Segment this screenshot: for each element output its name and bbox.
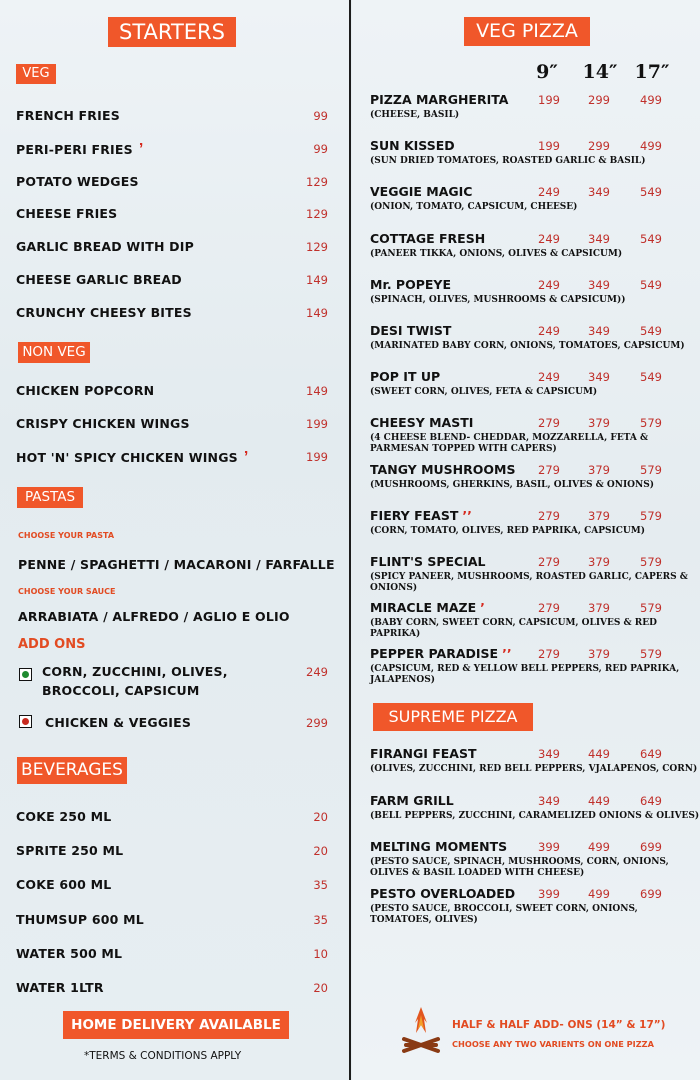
pizza-row: [352, 793, 700, 840]
pizza-name-text: FIERY FEAST: [370, 507, 459, 523]
pizza-ingredients: (PESTO SAUCE, SPINACH, MUSHROOMS, CORN, ONIONS, OLIVES & BASIL LOADED WITH CHEESE): [370, 857, 669, 878]
addons-heading: ADD ONS: [18, 637, 86, 652]
pizza-price: 279: [538, 462, 560, 477]
supreme-pizza-banner: SUPREME PIZZA: [373, 703, 533, 731]
pizza-price: 279: [538, 508, 560, 523]
menu-item-row: [0, 809, 350, 827]
pizza-price: 699: [640, 840, 662, 854]
pizza-name: [370, 646, 512, 661]
pizza-price: 349: [538, 793, 560, 808]
pizza-row: [352, 369, 700, 415]
choose-sauce-note: CHOOSE YOUR SAUCE: [18, 587, 116, 596]
half-half-subtitle: CHOOSE ANY TWO VARIENTS ON ONE PIZZA: [452, 1039, 654, 1049]
pizza-ingredients: (PANEER TIKKA, ONIONS, OLIVES & CAPSICUM): [370, 248, 623, 259]
menu-item-row: [0, 141, 350, 159]
pizza-price: 699: [640, 886, 662, 901]
pizza-ingredients: (SPINACH, OLIVES, MUSHROOMS & CAPSICUM)): [370, 294, 626, 305]
pizza-price: 449: [588, 747, 610, 761]
pizza-price: 499: [588, 886, 610, 901]
pizza-row: [352, 554, 700, 600]
item-price: 149: [306, 273, 328, 287]
pizza-ingredients: (OLIVES, ZUCCHINI, RED BELL PEPPERS, VJALAPENOS, CORN): [370, 764, 698, 774]
pizza-name: [370, 415, 473, 430]
pizza-name-text: PESTO OVERLOADED: [370, 885, 516, 901]
pizza-price: 279: [538, 555, 560, 569]
pizza-ingredients: (PESTO SAUCE, BROCCOLI, SWEET CORN, ONIONS, TOMATOES, OLIVES): [370, 903, 638, 925]
home-delivery-banner: HOME DELIVERY AVAILABLE: [63, 1011, 289, 1039]
pizza-price: 349: [538, 747, 560, 761]
pizza-price: 549: [640, 185, 662, 200]
item-price: 149: [306, 305, 328, 320]
item-price: 199: [306, 417, 328, 431]
pizza-name: [370, 793, 454, 808]
pizza-price: 579: [640, 416, 662, 431]
item-name: POTATO WEDGES: [16, 173, 139, 189]
pizza-price: 579: [640, 601, 662, 616]
pizza-price: 399: [538, 840, 560, 854]
terms-note: *TERMS & CONDITIONS APPLY: [84, 1050, 242, 1062]
pizza-price: 549: [640, 231, 662, 246]
pizza-price: 399: [538, 886, 560, 901]
pizza-ingredients: (ONION, TOMATO, CAPSICUM, CHEESE): [370, 202, 578, 213]
menu-item-row: [0, 946, 350, 964]
item-price: 35: [313, 912, 328, 927]
pizza-price: 379: [588, 601, 610, 616]
veg-symbol-icon: [19, 668, 32, 681]
item-name: SPRITE 250 ML: [16, 843, 124, 859]
nonveg-symbol-icon: [19, 715, 32, 728]
item-name: CRISPY CHICKEN WINGS: [16, 416, 190, 431]
item-name: CHEESE GARLIC BREAD: [16, 272, 182, 287]
pizza-price: 249: [538, 277, 560, 292]
pizza-name: [370, 277, 451, 292]
menu-item-row: [0, 980, 350, 998]
item-price: 99: [313, 109, 328, 123]
veg-banner: VEG: [16, 64, 56, 84]
item-name: GARLIC BREAD WITH DIP: [16, 239, 194, 255]
pizza-ingredients: (MARINATED BABY CORN, ONIONS, TOMATOES, CAPSICUM): [370, 341, 685, 351]
pizza-name: [370, 886, 515, 901]
pizza-name: [370, 508, 472, 523]
pizza-price: 199: [538, 139, 560, 154]
pizza-price: 349: [588, 324, 610, 338]
pizza-name-text: CHEESY MASTI: [370, 415, 474, 431]
pizza-price: 579: [640, 555, 662, 569]
addon-veg-line1: CORN, ZUCCHINI, OLIVES,: [42, 664, 228, 679]
pizza-row: [352, 323, 700, 369]
pastas-banner: PASTAS: [17, 487, 83, 508]
pizza-row: [352, 184, 700, 230]
pizza-price: 499: [588, 840, 610, 854]
panel-divider: [349, 0, 351, 1080]
item-price: 20: [313, 844, 328, 859]
pizza-price: 249: [538, 370, 560, 385]
pizza-row: [352, 277, 700, 323]
pizza-name-text: PEPPER PARADISE: [370, 646, 499, 662]
pizza-price: 649: [640, 747, 662, 761]
pizza-row: [352, 508, 700, 554]
pizza-name-text: FARM GRILL: [370, 792, 454, 808]
pizza-row: [352, 231, 700, 277]
menu-item-row: [0, 449, 350, 467]
menu-item-row: [0, 305, 350, 323]
right-menu-panel: [352, 0, 700, 1080]
pizza-price: 549: [640, 324, 662, 338]
pizza-price: 579: [640, 647, 662, 662]
item-price: 35: [313, 878, 328, 893]
item-price: 10: [313, 946, 328, 961]
pizza-name: [370, 462, 515, 477]
pizza-row: [352, 646, 700, 692]
pizza-name: [370, 184, 472, 199]
item-price: 129: [306, 207, 328, 222]
pizza-name-text: TANGY MUSHROOMS: [370, 461, 516, 477]
beverages-banner: BEVERAGES: [17, 757, 127, 784]
pizza-name-text: MELTING MOMENTS: [370, 839, 508, 854]
pizza-price: 379: [588, 555, 610, 569]
pizza-price: 579: [640, 508, 662, 523]
pizza-ingredients: (SPICY PANEER, MUSHROOMS, ROASTED GARLIC, CAPERS & ONIONS): [370, 572, 688, 593]
pizza-price: 499: [640, 139, 662, 154]
pizza-price: 279: [538, 647, 560, 662]
size-14-header: 14″: [582, 61, 618, 83]
menu-item-row: [0, 206, 350, 224]
menu-item-row: [0, 108, 350, 126]
pizza-name-text: Mr. POPEYE: [370, 276, 451, 292]
addon-veg-line2: BROCCOLI, CAPSICUM: [42, 683, 200, 698]
menu-item-row: [0, 272, 350, 290]
pizza-price: 379: [588, 647, 610, 662]
pizza-name: [370, 839, 507, 854]
pizza-name: [370, 92, 508, 107]
addon-veg-price: 249: [306, 665, 328, 679]
size-9-header: 9″: [536, 61, 558, 83]
pizza-row: [352, 92, 700, 138]
pizza-price: 349: [588, 185, 610, 200]
addon-nonveg: CHICKEN & VEGGIES: [45, 715, 192, 730]
pizza-row: [352, 600, 700, 646]
pizza-row: [352, 138, 700, 184]
pizza-price: 579: [640, 462, 662, 477]
fire-logo-icon: [400, 1005, 442, 1057]
pizza-price: 449: [588, 793, 610, 808]
pizza-name-text: FLINT'S SPECIAL: [370, 554, 486, 569]
item-name: HOT 'N' SPICY CHICKEN WINGS: [16, 450, 238, 465]
pizza-name-text: POP IT UP: [370, 369, 441, 385]
pizza-price: 379: [588, 508, 610, 523]
pizza-price: 379: [588, 462, 610, 477]
item-name: CHEESE FRIES: [16, 206, 118, 222]
chili-icon: ’’: [462, 507, 472, 523]
chili-icon: ’: [480, 600, 485, 616]
menu-item-row: [0, 416, 350, 434]
item-name: WATER 1LTR: [16, 980, 104, 995]
item-name: COKE 250 ML: [16, 809, 112, 824]
pizza-ingredients: (BELL PEPPERS, ZUCCHINI, CARAMELIZED ONIONS & OLIVES): [370, 810, 700, 821]
item-name: WATER 500 ML: [16, 945, 123, 961]
item-price: 129: [306, 240, 328, 255]
pizza-name-text: VEGGIE MAGIC: [370, 184, 473, 200]
chili-icon: ’: [243, 449, 249, 466]
pizza-price: 499: [640, 93, 662, 107]
item-name-wrap: [16, 141, 143, 159]
chili-icon: ’’: [502, 646, 512, 662]
starters-banner: STARTERS: [108, 17, 236, 47]
pizza-price: 249: [538, 231, 560, 246]
pizza-name-text: SUN KISSED: [370, 138, 455, 154]
pizza-ingredients: (CORN, TOMATO, OLIVES, RED PAPRIKA, CAPSICUM): [370, 525, 645, 536]
nonveg-banner: NON VEG: [18, 342, 90, 363]
veg-pizza-banner: VEG PIZZA: [464, 17, 590, 46]
pizza-name-text: MIRACLE MAZE: [370, 600, 477, 616]
pasta-options: PENNE / SPAGHETTI / MACARONI / FARFALLE: [18, 557, 335, 572]
item-price: 149: [306, 384, 328, 398]
menu-item-row: [0, 174, 350, 192]
item-name: COKE 600 ML: [16, 877, 112, 893]
pizza-price: 299: [588, 139, 610, 154]
pizza-price: 649: [640, 793, 662, 808]
item-price: 20: [313, 981, 328, 995]
pizza-name: [370, 231, 485, 246]
pizza-name-text: PIZZA MARGHERITA: [370, 92, 509, 107]
menu-item-row: [0, 239, 350, 257]
pizza-price: 279: [538, 601, 560, 616]
pizza-name-text: DESI TWIST: [370, 323, 452, 338]
pizza-price: 199: [538, 93, 560, 107]
menu-item-row: [0, 877, 350, 895]
pizza-ingredients: (MUSHROOMS, GHERKINS, BASIL, OLIVES & ONIONS): [370, 479, 654, 490]
pizza-name: [370, 746, 477, 761]
pizza-row: [352, 462, 700, 508]
item-price: 20: [313, 810, 328, 824]
pizza-price: 249: [538, 185, 560, 200]
pizza-price: 349: [588, 370, 610, 385]
pizza-price: 549: [640, 370, 662, 385]
sauce-options: ARRABIATA / ALFREDO / AGLIO E OLIO: [18, 609, 290, 624]
pizza-price: 299: [588, 93, 610, 107]
pizza-name: [370, 600, 485, 615]
pizza-ingredients: (CAPSICUM, RED & YELLOW BELL PEPPERS, RED PAPRIKA, JALAPENOS): [370, 664, 680, 686]
pizza-row: [352, 415, 700, 461]
item-price: 129: [306, 174, 328, 189]
pizza-price: 279: [538, 416, 560, 431]
pizza-price: 349: [588, 231, 610, 246]
pizza-name: [370, 369, 440, 384]
item-price: 199: [306, 450, 328, 464]
pizza-name: [370, 323, 451, 338]
menu-item-row: [0, 912, 350, 930]
pizza-ingredients: (4 CHEESE BLEND- CHEDDAR, MOZZARELLA, FETA & PARMESAN TOPPED WITH CAPERS): [370, 433, 649, 455]
pizza-name-text: FIRANGI FEAST: [370, 746, 477, 761]
pizza-price: 549: [640, 277, 662, 292]
half-half-title: HALF & HALF ADD- ONS (14” & 17”): [452, 1019, 666, 1031]
item-name: CRUNCHY CHEESY BITES: [16, 304, 192, 320]
chili-icon: ’: [138, 140, 144, 158]
pizza-ingredients: (BABY CORN, SWEET CORN, CAPSICUM, OLIVES & RED PAPRIKA): [370, 618, 657, 640]
item-name: PERI-PERI FRIES: [16, 141, 133, 157]
pizza-price: 249: [538, 324, 560, 338]
item-name-wrap: [16, 449, 248, 467]
pizza-ingredients: (CHEESE, BASIL): [370, 110, 460, 120]
pizza-row: [352, 886, 700, 933]
pizza-name: [370, 138, 455, 153]
pizza-price: 379: [588, 416, 610, 431]
pizza-ingredients: (SWEET CORN, OLIVES, FETA & CAPSICUM): [370, 387, 598, 398]
size-17-header: 17″: [634, 61, 670, 83]
addon-nonveg-price: 299: [306, 716, 328, 730]
pizza-name-text: COTTAGE FRESH: [370, 230, 486, 246]
item-name: THUMSUP 600 ML: [16, 911, 144, 927]
menu-item-row: [0, 383, 350, 401]
pizza-price: 349: [588, 277, 610, 292]
menu-item-row: [0, 843, 350, 861]
pizza-name: [370, 554, 486, 569]
pizza-row: [352, 839, 700, 886]
choose-pasta-note: CHOOSE YOUR PASTA: [18, 531, 115, 540]
item-name: CHICKEN POPCORN: [16, 383, 155, 398]
item-price: 99: [313, 141, 328, 156]
pizza-ingredients: (SUN DRIED TOMATOES, ROASTED GARLIC & BASIL): [370, 156, 646, 167]
item-name: FRENCH FRIES: [16, 108, 120, 123]
pizza-row: [352, 746, 700, 793]
